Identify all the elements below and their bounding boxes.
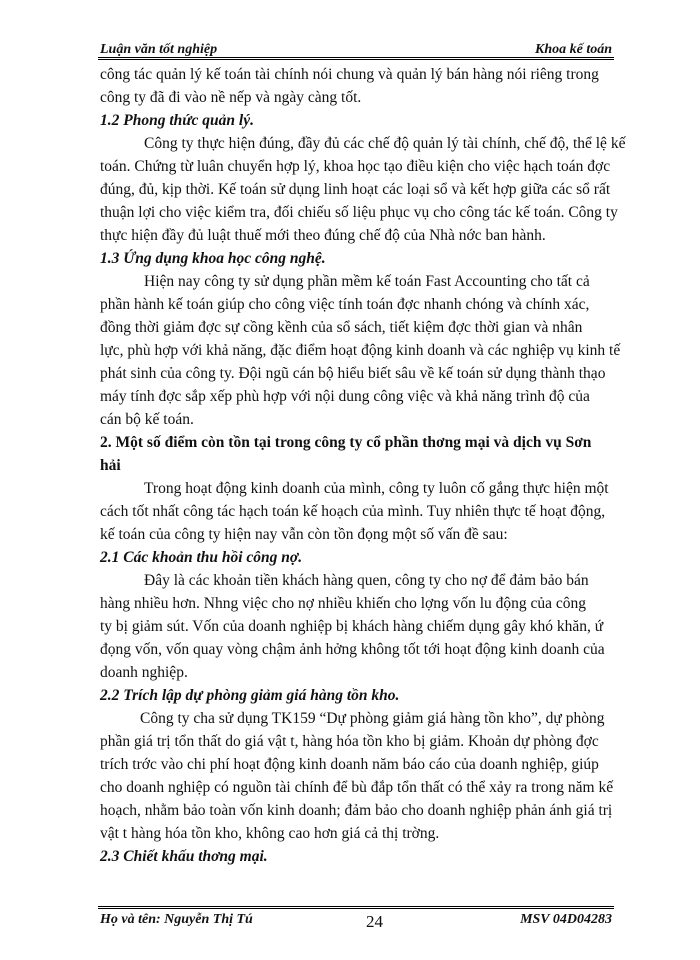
section-heading: 2.2 Trích lập dự phòng giảm giá hàng tồn kho.: [100, 687, 400, 704]
paragraph-line: thuận lợi cho việc kiểm tra, đối chiếu số liệu phục vụ cho công tác kế toán. Công ty: [100, 204, 618, 221]
header-left-title: Luận văn tốt nghiệp: [100, 42, 218, 57]
paragraph-line: hoạch, nhằm bảo toàn vốn kinh doanh; đảm bảo cho doanh nghiệp phản ánh giá trị: [100, 802, 613, 819]
document-body: [100, 63, 640, 868]
section-heading: 1.3 Ứng dụng khoa học công nghệ.: [100, 250, 326, 267]
footer-rule: [98, 906, 614, 909]
paragraph-line: toán. Chứng từ luân chuyển hợp lý, khoa học tạo điều kiện cho việc hạch toán đợc: [100, 158, 611, 175]
paragraph-line: cách tốt nhất công tác hạch toán kế hoạch của mình. Tuy nhiên thực tế hoạt động,: [100, 503, 606, 520]
paragraph-line: đọng vốn, vốn quay vòng chậm ảnh hởng không tốt tới hoạt động kinh doanh của: [100, 641, 605, 658]
paragraph-line: thực hiện đầy đủ luật thuế mới theo đúng chế độ của Nhà nớc ban hành.: [100, 227, 546, 244]
section-heading: hải: [100, 457, 121, 474]
page-number: 24: [366, 912, 383, 931]
section-heading: 1.2 Phong thức quản lý.: [100, 112, 254, 129]
header-rule: [98, 57, 614, 60]
paragraph-line: phát sinh của công ty. Đội ngũ cán bộ hiểu biết sâu về kế toán sử dụng thành thạo: [100, 365, 606, 382]
paragraph-line: Công ty cha sử dụng TK159 “Dự phòng giảm giá hàng tồn kho”, dự phòng: [140, 710, 605, 727]
section-heading: 2.3 Chiết khấu thơng mại.: [100, 848, 268, 865]
paragraph-line: phần giá trị tổn thất do giá vật t, hàng hóa tồn kho bị giảm. Khoản dự phòng đợc: [100, 733, 599, 750]
footer-author: Họ và tên: Nguyễn Thị Tú: [100, 912, 253, 927]
paragraph-line: phần hành kế toán giúp cho công việc tính toán đợc nhanh chóng và chính xác,: [100, 296, 590, 313]
paragraph-line: lực, phù hợp với khả năng, đặc điểm hoạt động kinh doanh và các nghiệp vụ kinh tế: [100, 342, 621, 359]
paragraph-line: đồng thời giảm đợc sự cồng kềnh của sổ sách, tiết kiệm đợc thời gian và nhân: [100, 319, 583, 336]
footer-student-id: MSV 04D04283: [520, 912, 612, 927]
paragraph-line: trích trớc vào chi phí hoạt động kinh doanh năm báo cáo của doanh nghiệp, giúp: [100, 756, 599, 773]
paragraph-line: đúng, đủ, kịp thời. Kế toán sử dụng linh hoạt các loại sổ và kết hợp giữa các sổ rất: [100, 181, 611, 198]
section-heading: 2.1 Các khoản thu hồi công nợ.: [100, 549, 303, 566]
paragraph-line: hàng nhiều hơn. Nhng việc cho nợ nhiều khiến cho lợng vốn lu động của công: [100, 595, 587, 612]
paragraph-line: Công ty thực hiện đúng, đầy đủ các chế độ quản lý tài chính, chế độ, thể lệ kế: [144, 135, 626, 152]
paragraph-line: Đây là các khoản tiền khách hàng quen, công ty cho nợ để đảm bảo bán: [144, 572, 589, 589]
paragraph-line: Hiện nay công ty sử dụng phần mềm kế toán Fast Accounting cho tất cả: [144, 273, 590, 290]
header-right-title: Khoa kế toán: [534, 42, 612, 57]
paragraph-line: ty bị giảm sút. Vốn của doanh nghiệp bị khách hàng chiếm dụng gây khó khăn, ứ: [100, 618, 604, 635]
paragraph-line: công ty đã đi vào nề nếp và ngày càng tốt.: [100, 89, 362, 106]
paragraph-line: Trong hoạt động kinh doanh của mình, công ty luôn cố gắng thực hiện một: [144, 480, 609, 497]
paragraph-line: công tác quản lý kế toán tài chính nói chung và quản lý bán hàng nói riêng trong: [100, 66, 599, 83]
page-footer: [100, 912, 612, 934]
paragraph-line: cán bộ kế toán.: [100, 411, 194, 428]
paragraph-line: doanh nghiệp.: [100, 664, 188, 681]
section-heading: 2. Một số điểm còn tồn tại trong công ty cổ phần thơng mại và dịch vụ Sơn: [100, 434, 592, 451]
paragraph-line: kế toán của công ty hiện nay vẫn còn tồn đọng một số vấn đề sau:: [100, 526, 508, 543]
paragraph-line: vật t hàng hóa tồn kho, không cao hơn giá cả thị trờng.: [100, 825, 440, 842]
paragraph-line: cho doanh nghiệp có nguồn tài chính để bù đắp tổn thất có thể xảy ra trong năm kế: [100, 779, 614, 796]
paragraph-line: máy tính đợc sắp xếp phù hợp với nội dung công việc và khả năng trình độ của: [100, 388, 590, 405]
